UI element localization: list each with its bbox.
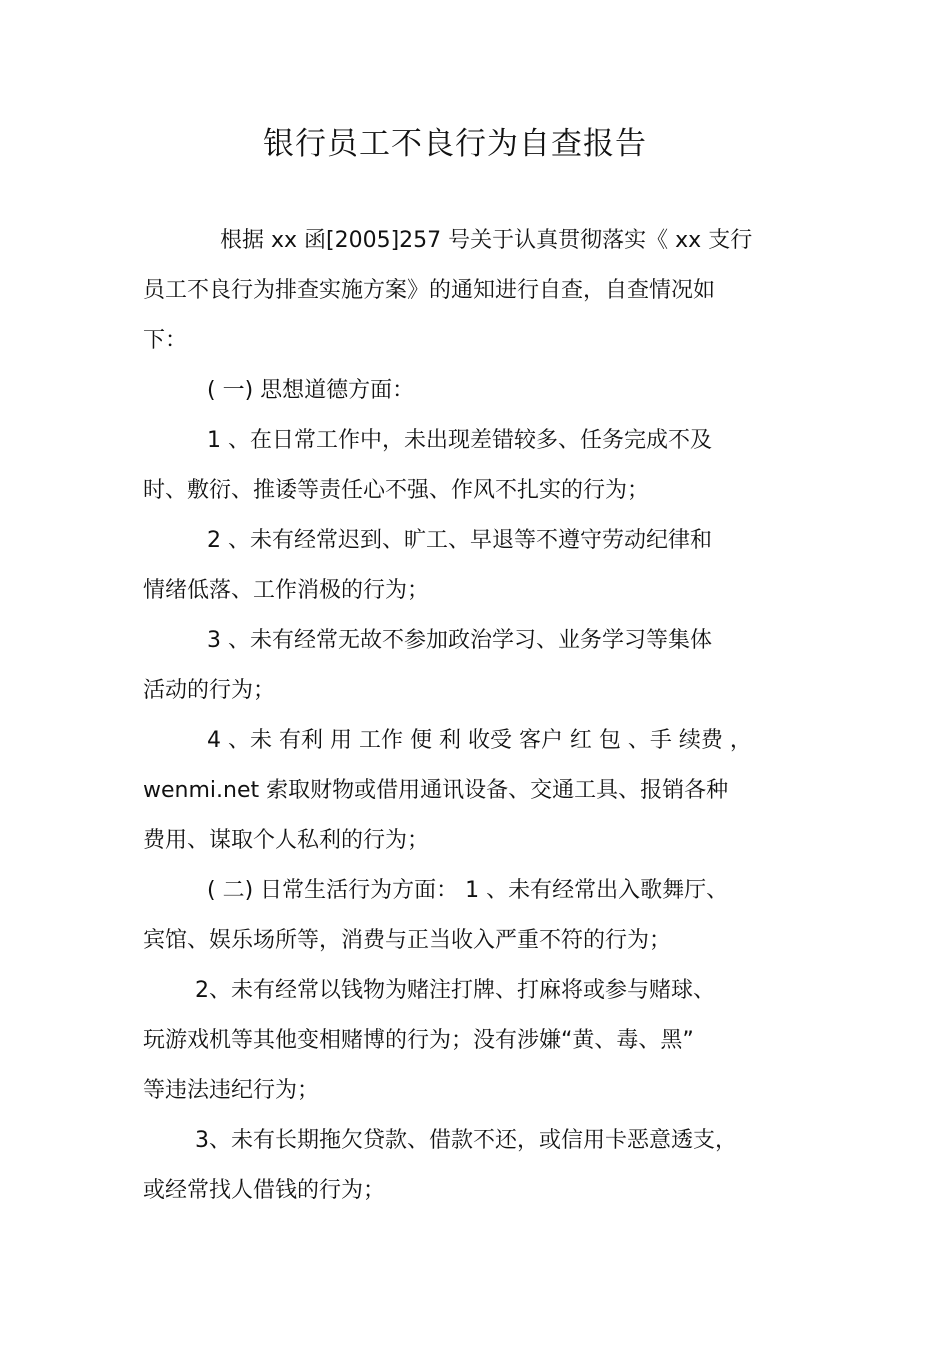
paragraph-line: wenmi.net 索取财物或借用通讯设备、交通工具、报销各种 [143,778,729,803]
paragraph-line: 宾馆、娱乐场所等，消费与正当收入严重不符的行为； [143,928,672,953]
paragraph-line: 活动的行为； [143,678,276,703]
paragraph-line: 情绪低落、工作消极的行为； [143,578,430,603]
paragraph-line: 费用、谋取个人私利的行为； [143,828,430,853]
paragraph-line: 下： [143,328,188,353]
document-title: 银行员工不良行为自查报告 [263,126,647,162]
paragraph-line: 1 、在日常工作中，未出现差错较多、任务完成不及 [207,428,712,453]
paragraph-line: 3、未有长期拖欠贷款、借款不还，或信用卡恶意透支， [195,1128,737,1153]
paragraph-line: 根据 xx 函[2005]257 号关于认真贯彻落实《 xx 支行 [220,228,753,253]
paragraph-line: 3 、未有经常无故不参加政治学习、业务学习等集体 [207,628,712,653]
paragraph-line: 或经常找人借钱的行为； [143,1178,386,1203]
paragraph-line: 员工不良行为排查实施方案》的通知进行自查，自查情况如 [143,278,716,303]
paragraph-line: 2、未有经常以钱物为赌注打牌、打麻将或参与赌球、 [195,978,715,1003]
paragraph-line: 2 、未有经常迟到、旷工、早退等不遵守劳动纪律和 [207,528,712,553]
section-heading: ( 二) 日常生活行为方面： 1 、未有经常出入歌舞厅、 [207,878,729,903]
section-heading: ( 一) 思想道德方面： [207,378,415,403]
paragraph-line: 玩游戏机等其他变相赌博的行为；没有涉嫌“黄、毒、黑” [143,1028,694,1053]
paragraph-line: 等违法违纪行为； [143,1078,320,1103]
paragraph-line: 4 、未 有利 用 工作 便 利 收受 客户 红 包 、手 续费 ， [207,728,752,753]
paragraph-line: 时、敷衍、推诿等责任心不强、作风不扎实的行为； [143,478,650,503]
